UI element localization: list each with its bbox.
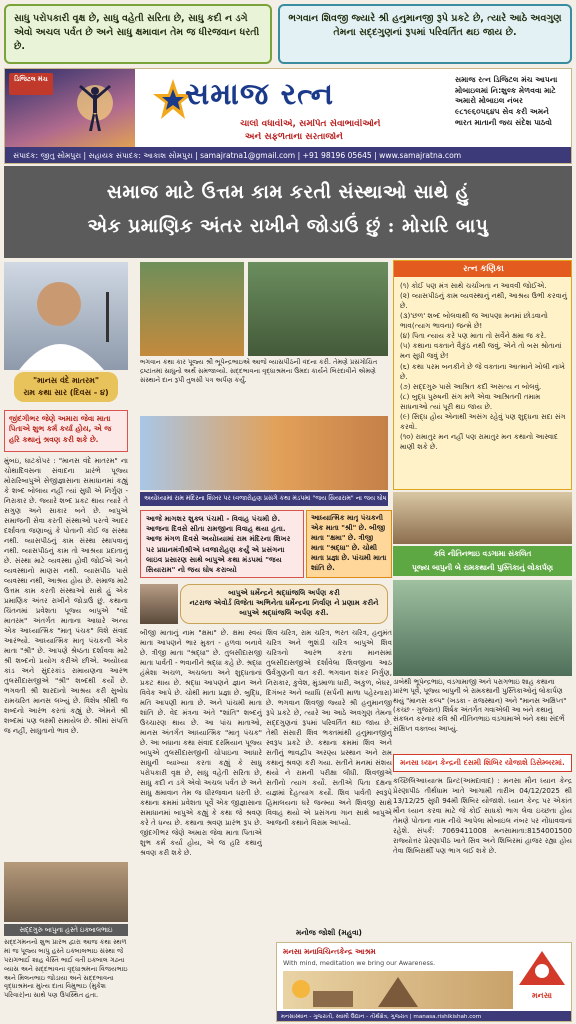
ratna-item: (૪) પિતા ન્યાય કરે પણ માતા તો સર્વેને ક્ષમા જ કરે.: [400, 331, 547, 341]
ratna-item: (૭) સદ્દગુરુ પાસે આશ્રિત કદી અસત્ય ન બોલવું.: [400, 381, 542, 391]
kathakar-photo: [140, 262, 244, 356]
left-article-body: મુંબઇ, ઘાટકોપર : "માનસ વંદે માતરમ" ના ચોથાદિવસના સંવાદના પ્રારંભે પૂજ્ય મોરારિબાપુએ સેજીજ્ઞાસાના સમાધાનમાં કહ્યું કે શબ્દ બોલાય નહીં ત્યાં સુધી એ નિર્ગુણ - નિરાકાર છે. જ્યારે શબ્દ પ્રકટ થાય ત્યારે તે સગુણ અને સાકાર બને છે. બાપુએ સમાજની સેવા કરતી સંસ્થાઓ પરત્વે આદર દર્શાવતા જણાવ્યું કે પોતાની કોઈ જ સંસ્થા નથી. વ્યાસપીઠનું કામ સંસ્થા સ્થાપવાનું નથી. વ્યાસપીઠનું કામ તો આશ્રયા પ્રદાતાનું છે. સંસ્થા માટે વ્યવસ્થા હોવી જોઈએ અને વ્યવસ્થાનો માણસ નથી. વ્યાસપીઠ પાસે વ્યવસ્થા નથી, આશ્રય હોય છે. સમાજ માટે ઉત્તમ કામ કરતી સંસ્થાઓ સાથે હું એક પ્રમાણિક અંતર રાખીને જોડાઉં છું. કથાના ચિંતનમાં પ્રવેશતા પૂજ્ય બાપુએ "વંદે માતરમ" અંતર્ગત માતાના આધારે અન્ય એક આધ્યાત્મિક "માતૃ પંચક" વિશે સંવાદ આરંભ્યો. આધ્યાત્મિક માતૃ પંચકની એક માતા "શ્રી" છે. આપણે શ્રેષ્ઠતા દર્શાવવા માટે શ્રી શબ્દનો પ્રયોગ કરીએ છીએ. અયોધ્યા કાંડ અને સુંદરકાંડ રામાયણના આરંભ તુલસીદાસજીએ "શ્રી" શબ્દથી કર્યો છે. ભગવતી શ્રી શારદાનો આશ્રય કરી સુબોધ રામચરિત માનસ લખ્યું છે. વિશેષ શ્રીથી જ શબ્દનો આરંભ કરતાં કહ્યું છે. એમને શ્રી શબ્દમાં પણ લક્ષ્મી સમાયેલ છે. શ્રીમાં સંપત્તિ જ નહીં, સાધુતાનો ભાવ છે.: [4, 456, 128, 735]
ratna-kanika-box: [393, 260, 572, 490]
donation-photo: [248, 262, 388, 356]
main-headline: [4, 166, 572, 258]
digital-manch-tag: ડિજિટલ મંચ: [9, 73, 53, 95]
ad-footer: મનસાસ્થાન - ગુજરાતી, સ્વામી ઉદ્યાન - તીર્થક્ષેત્ર, ગુજરાત | manasa.rishikishah.com: [277, 1011, 572, 1022]
quote-text: ભગવાન શિવજી જ્યારે શ્રી હનુમાનજી રૂપે પ્રકટે છે, ત્યારે આઠે અવગુણ તેમના સદ્દગુણનાં રૂપમાં પરિવર્તિત થઇ જાય છે.: [288, 13, 562, 38]
portrait-icon: [4, 262, 128, 370]
center-body-right: શિવ ચરિત્ર, રામ ચરિત્ર, ભરત ચરિત્ર, હનુમંત ચરિત્ર અને ભુશંડી ચરિત્ર બાપુએ શિવ ચરિત્રનો આરંભ કરતા માનસમાં તુલસીદાસજીએ દર્શાવેલા શિવજીના આઠ ઉર્વગુણની વાત કરી. ભગવાન શંકર નિર્ગુણ, નિરાકાર, કુવેશ, મુંડમાળા ધારી, અકુળ, બેઘર, દિગંબર અને વ્યાધિ (સર્પની માળા પહેરનારા) છે. ભગવાન શિવજી જ્યારે શ્રી હનુમાનજી રૂપે પ્રકટે છે, ત્યારે આ આઠે અવગુણ તેમના સદ્દગુણનાં રૂપમાં પરિવર્તિત થઇ જાય છે. તેથી સંસારી શિવ ભક્તમાંથી હનુમાનજીનું સ્વરૂપ પ્રકટે છે. કથાના ક્રમમાં શિવ અને સતીનું ભાવદ્વીપ અરણ્ય પ્રસ્થાન અને રામ કથાનું શ્રવણ કરી ગયા. સતીને મનમાં સંશય થયો ને રામની પરીક્ષા લીધી. શિવજીએ સતીનો ત્યાગ કર્યો. સતીએ પિતા દક્ષના યજ્ઞમાં દેહત્યાગ કર્યો. શિવ પાર્વતી સ્વરૂપે હિમાલયના ઘરે જન્મ્યા અને શિવજી સાથે વિવાહ થયો એ પ્રસંગના ગાન સાથે બાપુએ આજની કથાને વિરામ આપ્યો.: [266, 628, 392, 827]
ratna-item: (૨) વ્યાસપીઠનું કામ વ્યવસ્થાનું નથી, આશ્રય ઉભી કરવાનું છે.: [400, 291, 568, 311]
ratna-item: (૧૦) રામાતુર મન નહીં પણ રામાતુર મન કથાનો આસ્વાદ માણી શકે છે.: [400, 431, 558, 451]
book-launch-label: કવિ નીતિનભાઇ વડગામા સંકલિત પૂજ્ય બાપુની બે રામકથાની પુસ્તિકાનું લોકાર્પણ: [393, 546, 572, 576]
audience-photo: [393, 492, 572, 544]
vivah-panchami-box: આજે માગશર શુક્લ પંચમી - વિવાહ પંચમી છે. આજના દિવસે સીતા રામજીના વિવાહ થયા હતા. આજ મંગળ દિવસે અયોધ્યામાં રામ મંદિરના શિખર પર પ્રધાનમંત્રીશ્રીએ ધ્વજારોહણ કર્યું એ પ્રસંગના લાઇવ પ્રસારણ સાથે બાપુએ કથા મંડપમાં "જય સિયારામ" નો જય ઘોષ કરાવ્યો: [140, 510, 304, 578]
left-pink-box: જીંદગીભર જેણે અમારા જેવા માતા પિતાએ શુભ કર્મ કર્યા હોય, એ જ હરિ કથાનું શ્રવણ કરી શકે છે.: [4, 410, 128, 452]
dharmendra-tribute: બાપુએ ધર્મેન્દ્રને શ્રદ્ધાંજલિ અર્પણ કરી નટરાજ એવોર્ડ વિજેતા અભિનેતા ધર્મેન્દ્રના નિર્વાણ ને પ્રણામ કરીને બાપુએ શ્રદ્ધાંજલિ અર્પણ કરી.: [180, 584, 388, 624]
ratna-item: (૧) કોઈ પણ મંત્ર સાથે ચર્ચાખતા ન આવવી જોઈએ.: [400, 281, 547, 290]
headline-line-1: સમાજ માટે ઉત્તમ કામ કરતી સંસ્થાઓ સાથે હું: [106, 182, 470, 203]
center-top-caption: ભગવાન કથા કાર પૂજ્ય શ્રી ભૂપેન્દ્રભાઇએ આજે વ્યાસપીઠની વંદના કરી. તેમણે પ્રસંગોચિત દ્રષ્ટાંતમાં સાધુનો અર્થ સમજાવ્યો. સદ્દભાવના વૃદ્ધાશ્રમના ઉમદા કાર્યને બિરદાવીને એમણે સંસ્થાને દાન રૂપી તુલસી પત્ર અર્પણ કર્યું.: [140, 358, 378, 384]
top-quote-right: [278, 4, 572, 64]
masthead-tagline-1: ચાલો વધાવીએ, સમર્પિત સેવાભાવીઓને: [240, 119, 381, 129]
ad-image: [283, 971, 513, 1009]
katha-label: "માનસ વંદે માતરમ" રામ કથા સાર (દિવસ - ૪): [14, 372, 118, 402]
quote-text: સાધુ પરોપકારી વૃક્ષ છે, સાધુ વહેતી સરિતા છે, સાધુ કદી ન ડગે એવો અચલ પર્વત છે અને સાધુ ક્ષમાવાન તેમ જ ધીરજવાન ધરતી છે.: [14, 13, 260, 52]
dharmendra-photo: [140, 584, 178, 624]
ratna-item: (૩)'છળ' શબ્દ બોલવાથી જ આપણા મનમાં છોડવાનો ભાવ(ત્યાગ ભાવના) જન્મે છે!: [400, 311, 548, 331]
dhyan-shibir-body: કચ્છિલિઆધ્યાત્મ પ્રિન્ટ(અમદાવાદ) : મનસા મૌન ધ્યાન કેન્દ્ર પ્રેરણાપીઠ તીર્થધામ ખાતે આગામી તારીખ 04/12/2025 થી 13/12/25 સુધી 94મી શિબિર યોજાશે. ધ્યાન કેન્દ્ર પર એકાંત મૌન ધ્યાન કરવા માટે જે કોઈ સાધકો ભાગ લેવા ઇચ્છતા હોય તેમણે પોતાના નામ નીચે આપેલા મોબાઇલ નંબર પર નોંધાવવાનાં રહેશે. સંપર્ક: 7069411008 મનસામાતા:8154001500 રાજ્યોત્તર પ્રેરણાપીઠ ખાતે સિવ અને શિબિરમાં હાજર રહ્યા હોય તેવા શિબિરાર્થી પણ ભાગ લઈ શકે છે.: [393, 776, 572, 855]
masthead-tagline-2: અને સફળતાના સરતાજોને: [245, 132, 343, 142]
headline-line-2: એક પ્રમાણિક અંતર રાખીને જોડાઉં છું : મોરારિ બાપુ: [87, 216, 489, 237]
byline: મનોજ જોશી (મહુવા): [296, 928, 362, 937]
ayodhya-photo: [140, 416, 388, 490]
manasa-logo: [517, 949, 567, 1001]
matru-panchak-box: આધ્યાત્મિક માતૃ પંચકની એક માતા "શ્રી" છે. બીજી માતા "ક્ષમા" છે. ત્રીજી માતા "શ્રદ્ધા" છે. ચોથી માતા પ્રજ્ઞા છે. પાંચમી માતા શાંતિ છે.: [306, 510, 392, 578]
manasa-advertisement: [276, 942, 572, 1022]
ayodhya-caption: અયોધ્યામાં રામ મંદિરના શિખર પર ધ્વજારોહણ પ્રસંગે કથા મંડપમાં "જય સિયારામ" ના જય ઘોષ: [140, 492, 388, 506]
manasa-logo-icon: [517, 949, 567, 987]
ratna-kanika-heading: રત્ન કણિકા: [394, 261, 572, 277]
center-body-left: બીજી માતાનું નામ "ક્ષમા" છે. ક્ષમા સ્વયં માતા આપણને ભાર મુક્ત - હળવા બનાવે છે. ત્રીજી માતા "શ્રદ્ધા" છે. તુલસીદાસજી માતા પાર્વતી - ભવાનીને શ્રદ્ધા કહે છે. શ્રદ્ધા હંમેશા અચળ, અચલતા અને શુદ્ધતાનાં પ્રકટ થાય છે. શ્રદ્ધા આપણને જ્ઞાન અને વિવેક આપે છે. ચોથી માતા પ્રજ્ઞા છે. બુદ્ધિ, મતિ આપણી માતા છે. અને પાંચમી માતા શાંતિ છે. વેદ મંત્રના અંતે "શાંતિ" શબ્દનું ઉચ્ચારણ થાય છે. આ પાંચ માતાઓ, માનસ અંતર્ગત આધ્યાત્મિક "માતૃ પંચક" છે. આ બધાના કથા સંવાદ દરમિયાન પૂજ્ય બાપુએ તુલસીદાસજીની ચોપાઇના આધારે સાધુની વ્યાખ્યા કરતા કહ્યું કે સાધુ પરોપકારી વૃક્ષ છે, સાધુ વહેતી સરિતા છે, સાધુ કદી ન ડગે એવો અચલ પર્વત છે અને સાધુ ક્ષમાવાન તેમ જ ધીરજવાન ધરતી છે. કથાના ક્રમમાં પ્રવેશતા પૂર્વે એક જીજ્ઞાસાના સમાધાનમાં બાપુએ કહ્યું કે કથા જે શ્રવણ કરે તે ધન્ય છે. કથાના શ્રવણ પ્રારંભ રૂપ છે. જીંદગીભર જેણે અમારા જેવા માતા પિતાએ શુભ કર્મ કર્યા હોય, એ જ હરિ કથાનું શ્રવણ કરી શકે છે.: [140, 628, 262, 857]
book-launch-caption: ડાબેથી ભૂપેન્દ્રભાઇ, વડગામાજી અને પરાગભાઇ શાહ કથાના પ્રારંભ પૂર્વે, પૂજ્ય બાપુની બે રામકથાની પુસ્તિકાઓનું લોકાર્પણ થયું "માનસ કલ્પ" (ખડકા - રાજસ્થાન) અને "માનસ અક્ષિપ્ત" (કચ્છ - ગુજરાત) શિર્ષક અંતર્ગત ગવાએલી આ બંને કથાનું સંકલન કરનાર કવિ શ્રી નીતિનભાઇ વડગામાએ બંને કથા સંદર્ભે સંક્ષિપ્ત વક્તવ્ય આપ્યું.: [393, 678, 567, 733]
temple-icon: [283, 971, 513, 1009]
feature-text: સદ્દગમનનો શુભ પ્રારંભ દ્વારા આજ કથા સ્થળ માં જ પૂજ્ય બાપુ હસ્તે ઇક્બાલભાઇ સંસ્થા જે પરાગભાઈ શાહ વેસ્તિ ભાઈ વતી ઇક્બાલ ગઢના વ્યાસ અને સદ્દભાવના વૃદ્ધાશ્રમના વિજયભાઇ અને મિલનભાઇ જોડાયા અને સદ્દભાવના વૃદ્ધાશ્રમના મુખ્ય દાતા વિમુભાઇ (મુકેશ પરિવાર)ના સાથે પણ ઉપસ્થિત હતા.: [4, 938, 128, 1000]
book-launch-photo: [393, 580, 572, 676]
ratna-kanika-list: [400, 281, 568, 452]
morari-bapu-photo: [4, 262, 128, 370]
dhyan-shibir-label: મનસા ધ્યાન કેન્દ્રની દસમી શિબિર યોજાશે ડિસેમ્બરમાં.: [393, 754, 572, 772]
top-quote-left: [4, 4, 272, 64]
ad-brand: મનસા: [531, 991, 553, 1000]
ratna-item: (૮) બુદ્ધ પુરુષની સંગ મળે એવા આશ્રિતની તમામ સાધનાઓ ત્યાં પૂરી થઇ જાય છે.: [400, 391, 541, 411]
felicitation-photo: [4, 862, 128, 922]
feature-caption: સદ્દગુરુ બાપુના હસ્તે ઇક્બાલભાઇ: [4, 924, 128, 936]
masthead-title: સમાજ રત્ન: [185, 77, 335, 112]
ratna-item: (૯) સિદ્ધ હોય એનાથી અસંગ રહેવું પણ શુદ્ધના સદા સંગ કરવો.: [400, 411, 566, 431]
ratna-item: (૬) કથા પરમ બનકીને છે જે વક્તાના આત્માને ખોલી નાખે છે.: [400, 361, 565, 381]
ad-subline: With mind, meditation we bring our Awareness.: [283, 959, 436, 967]
ratna-item: (૫) કથાના વક્તાને વૈકુંઠ નથી જવું, એને તો બસ શ્રોતાનાં મન સુધી જવું છે!: [400, 341, 562, 361]
ad-headline: મનસા મનાવિચિન્તકેન્દ્ર આશ્રમ: [283, 947, 376, 956]
masthead: [4, 68, 572, 164]
masthead-promo: સમાજ રત્ન ડિજિટલ મંચ આપના મોબાઇલમાં નિ:શુલ્ક મેળવવા માટે અમારો મોબાઇલ નંબર ૯૮૧૯૬૦૫૬૪૫ સેવ કરી અમને ભારત માતાની જય સંદેશ પાઠવો: [455, 75, 558, 127]
contact-bar: સંપાદક: જીતુ સોમપુરા | સહાયક સંપાદક: આકાશ સોમપુરા | samajratna1@gmail.com | +91 98196 05645 | www.samajratna.com: [5, 147, 572, 164]
